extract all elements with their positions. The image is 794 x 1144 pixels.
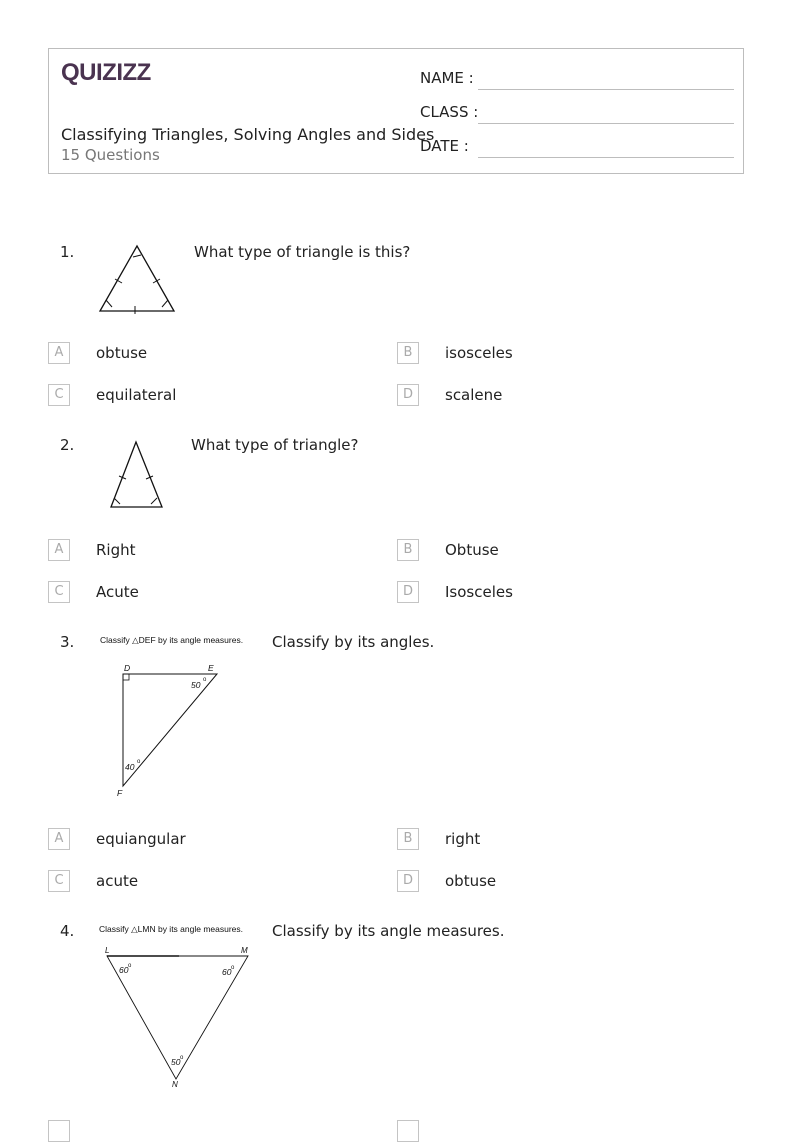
option-letter: A — [48, 828, 70, 850]
vertex-label: D — [124, 663, 131, 673]
class-field[interactable] — [420, 103, 734, 123]
isosceles-triangle-figure — [108, 438, 166, 510]
vertex-label: E — [208, 663, 214, 673]
option-letter: D — [397, 384, 419, 406]
option-text: scalene — [445, 386, 503, 404]
question-number: 2. — [60, 436, 75, 454]
triangle-lmn-figure — [95, 921, 255, 1093]
angle-label: 60 — [222, 967, 232, 977]
question-number: 4. — [60, 922, 75, 940]
date-label: DATE : — [420, 137, 469, 155]
option-letter: C — [48, 384, 70, 406]
vertex-label: N — [172, 1080, 178, 1089]
angle-label: 50 — [171, 1057, 181, 1067]
option-letter: B — [397, 539, 419, 561]
svg-text:o: o — [128, 963, 132, 969]
svg-text:o: o — [231, 965, 235, 971]
option-text: Acute — [96, 583, 139, 601]
class-line — [478, 123, 734, 124]
question-number: 1. — [60, 243, 75, 261]
option-letter: A — [48, 539, 70, 561]
option-letter-box — [48, 1120, 70, 1142]
angle-label: 60 — [119, 965, 129, 975]
quizizz-logo: QUIZIZZ — [61, 59, 151, 86]
worksheet-header — [48, 48, 744, 174]
worksheet-title: Classifying Triangles, Solving Angles and Sides — [61, 125, 435, 144]
triangle-def-figure — [96, 632, 266, 804]
option-letter: B — [397, 828, 419, 850]
question-text: What type of triangle is this? — [194, 243, 411, 261]
option-text: acute — [96, 872, 139, 890]
vertex-label: F — [117, 788, 123, 798]
option-text: right — [445, 830, 481, 848]
name-label: NAME : — [420, 69, 474, 87]
option-text: Obtuse — [445, 541, 499, 559]
question-text: What type of triangle? — [191, 436, 359, 454]
angle-label: 50 — [191, 680, 201, 690]
option-text: equiangular — [96, 830, 186, 848]
name-line — [478, 89, 734, 90]
option-letter: C — [48, 870, 70, 892]
date-line — [478, 157, 734, 158]
figure-caption: Classify △DEF by its angle measures. — [100, 635, 244, 645]
date-field[interactable] — [420, 137, 734, 157]
option-letter: C — [48, 581, 70, 603]
option-letter: B — [397, 342, 419, 364]
option-text: equilateral — [96, 386, 177, 404]
right-angle-marker — [123, 674, 129, 680]
svg-text:o: o — [137, 759, 141, 765]
vertex-label: L — [105, 946, 110, 955]
question-count: 15 Questions — [61, 146, 160, 164]
equilateral-triangle-figure — [98, 242, 178, 314]
option-text: obtuse — [96, 344, 148, 362]
option-letter-box — [397, 1120, 419, 1142]
option-text: isosceles — [445, 344, 513, 362]
svg-text:o: o — [203, 677, 207, 683]
figure-caption: Classify △LMN by its angle measures. — [99, 924, 244, 934]
name-field[interactable] — [420, 69, 734, 89]
class-label: CLASS : — [420, 103, 479, 121]
option-letter: D — [397, 870, 419, 892]
svg-text:o: o — [180, 1055, 184, 1061]
option-letter: A — [48, 342, 70, 364]
option-text: obtuse — [445, 872, 497, 890]
vertex-label: M — [241, 946, 248, 955]
question-text: Classify by its angles. — [272, 633, 435, 651]
question-text: Classify by its angle measures. — [272, 922, 505, 940]
question-number: 3. — [60, 633, 75, 651]
angle-label: 40 — [125, 762, 135, 772]
option-text: Isosceles — [445, 583, 513, 601]
option-text: Right — [96, 541, 136, 559]
option-letter: D — [397, 581, 419, 603]
